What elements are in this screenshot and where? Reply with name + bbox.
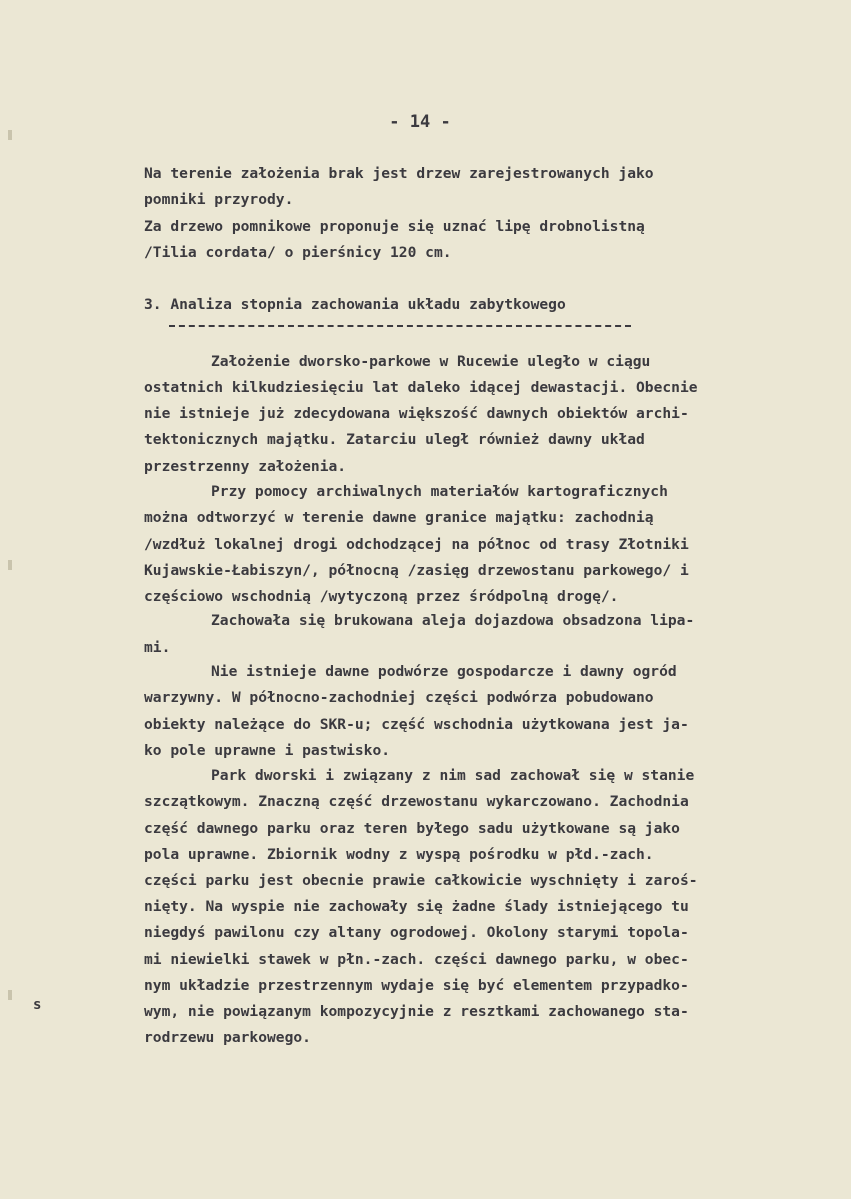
heading-underline	[169, 325, 631, 327]
text-line: /Tilia cordata/ o pierśnicy 120 cm.	[144, 244, 452, 261]
text-line: Nie istnieje dawne podwórze gospodarcze i dawny ogród	[211, 663, 677, 680]
margin-mark: s	[33, 997, 42, 1013]
text-line: warzywny. W północno-zachodniej części podwórza pobudowano	[144, 689, 654, 706]
text-line: tektonicznych majątku. Zatarciu uległ również dawny układ	[144, 431, 645, 448]
text-line: Zachowała się brukowana aleja dojazdowa obsadzona lipa-	[211, 612, 695, 629]
text-line: Na terenie założenia brak jest drzew zarejestrowanych jako	[144, 165, 654, 182]
text-line: nie istnieje już zdecydowana większość dawnych obiektów archi-	[144, 405, 689, 422]
text-line: szczątkowym. Znaczną część drzewostanu wykarczowano. Zachodnia	[144, 793, 689, 810]
text-line: pomniki przyrody.	[144, 191, 294, 208]
text-line: wym, nie powiązanym kompozycyjnie z resztkami zachowanego sta-	[144, 1003, 689, 1020]
text-line: Założenie dworsko-parkowe w Rucewie uległo w ciągu	[211, 353, 651, 370]
text-line: Kujawskie-Łabiszyn/, północną /zasięg drzewostanu parkowego/ i	[144, 562, 689, 579]
text-line: pola uprawne. Zbiornik wodny z wyspą pośrodku w płd.-zach.	[144, 846, 654, 863]
binder-mark	[8, 990, 12, 1000]
text-line: Przy pomocy archiwalnych materiałów kartograficznych	[211, 483, 668, 500]
text-line: Park dworski i związany z nim sad zachował się w stanie	[211, 767, 695, 784]
text-line: można odtworzyć w terenie dawne granice majątku: zachodnią	[144, 509, 654, 526]
text-line: przestrzenny założenia.	[144, 458, 347, 475]
text-line: ostatnich kilkudziesięciu lat daleko idącej dewastacji. Obecnie	[144, 379, 698, 396]
text-line: obiekty należące do SKR-u; część wschodnia użytkowana jest ja-	[144, 716, 689, 733]
binder-mark	[8, 130, 12, 140]
binder-mark	[8, 560, 12, 570]
text-line: nięty. Na wyspie nie zachowały się żadne ślady istniejącego tu	[144, 898, 689, 915]
text-line: Za drzewo pomnikowe proponuje się uznać lipę drobnolistną	[144, 218, 645, 235]
text-line: rodrzewu parkowego.	[144, 1029, 311, 1046]
text-line: nym układzie przestrzennym wydaje się być elementem przypadko-	[144, 977, 689, 994]
text-line: niegdyś pawilonu czy altany ogrodowej. Okolony starymi topola-	[144, 924, 689, 941]
text-line: ko pole uprawne i pastwisko.	[144, 742, 391, 759]
text-line: mi.	[144, 639, 171, 656]
text-line: mi niewielki stawek w płn.-zach. części dawnego parku, w obec-	[144, 951, 689, 968]
text-line: /wzdłuż lokalnej drogi odchodzącej na północ od trasy Złotniki	[144, 536, 689, 553]
page-number: - 14 -	[389, 112, 451, 132]
text-line: częściowo wschodnią /wytyczoną przez śródpolną drogę/.	[144, 588, 619, 605]
text-line: część dawnego parku oraz teren byłego sadu użytkowane są jako	[144, 820, 680, 837]
section-heading: 3. Analiza stopnia zachowania układu zabytkowego	[144, 296, 566, 313]
text-line: części parku jest obecnie prawie całkowicie wyschnięty i zaroś-	[144, 872, 698, 889]
